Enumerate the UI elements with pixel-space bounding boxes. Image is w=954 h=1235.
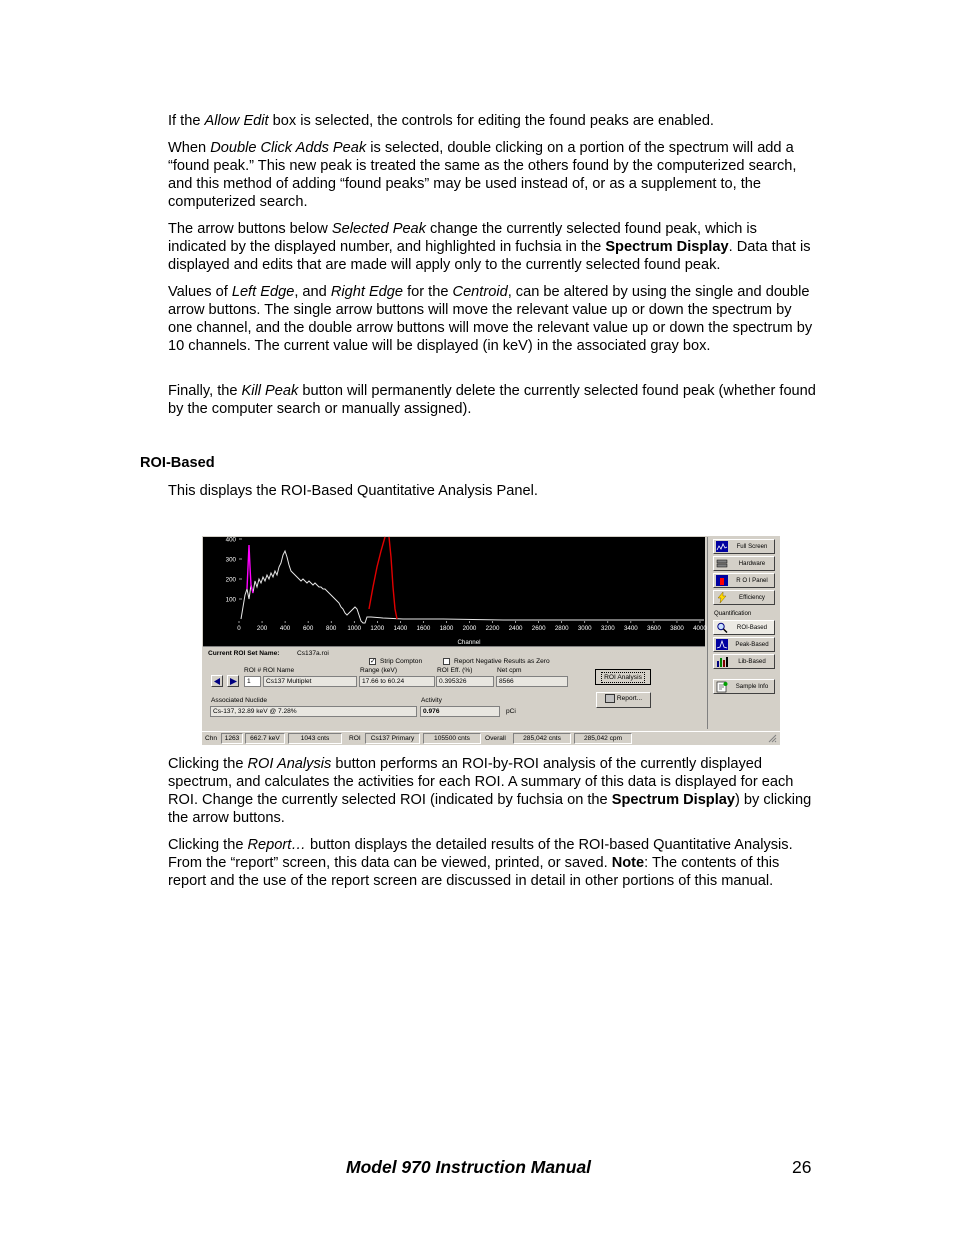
peak-based-button[interactable]: Peak-Based [713, 637, 775, 652]
spectrum-trace [241, 551, 704, 623]
x-tick-label: 1600 [416, 625, 431, 632]
selected-roi-fuchsia [247, 545, 253, 593]
x-tick-label: 600 [302, 625, 314, 632]
paragraph-double-click: When Double Click Adds Peak is selected, double clicking on a portion of the spectrum will add a “found peak.” This new peak is treated the same as the others found by the computerized search, and this method of adding “found peaks” may be used instead of, or as a supplement to, the computerized search. [168, 140, 797, 210]
status-cnts: 1043 cnts [288, 733, 342, 744]
resize-grip-icon[interactable] [768, 734, 777, 743]
arrow-left-icon [214, 678, 221, 685]
report-negative-checkbox[interactable] [443, 658, 450, 665]
spectrum-chart [203, 537, 705, 646]
x-tick-label: 400 [279, 625, 291, 632]
status-bar [202, 731, 780, 745]
status-overall-label: Overall [485, 735, 506, 742]
spectrum-icon [716, 541, 728, 552]
range-field: 17.66 to 60.24 [359, 676, 435, 687]
roi-number-field[interactable]: 1 [244, 676, 261, 687]
paragraph-kill-peak: Finally, the Kill Peak button will permanently delete the currently selected found peak (whether found by the computer search or manually assigned). [168, 383, 816, 417]
assoc-nuclide-field: Cs-137, 32.89 keV @ 7.28% [210, 706, 417, 717]
col-net-header: Net cpm [497, 667, 522, 674]
strip-compton-label: Strip Compton [380, 658, 423, 665]
paragraph-report: Clicking the Report… button displays the detailed results of the ROI-based Quantitative Analysis. From the “report” screen, this data can be viewed, printed, or saved. Note: The contents of this report and the use of the report screen are discussed in detail in other portions of this manual. [168, 837, 793, 889]
net-cpm-field: 8566 [496, 676, 568, 687]
y-tick-label: 400 [225, 536, 236, 544]
roi-eff-field: 0.395326 [436, 676, 494, 687]
y-tick-label: 300 [225, 556, 236, 564]
prev-roi-button[interactable] [211, 675, 223, 687]
lib-based-button[interactable]: Lib-Based [713, 654, 775, 669]
status-roi-label: ROI [349, 735, 361, 742]
activity-label: Activity [421, 697, 442, 704]
roi-panel-button[interactable]: R O I Panel [713, 573, 775, 588]
col-eff-header: ROI Eff. (%) [437, 667, 473, 674]
x-tick-label: 4000 [693, 625, 707, 632]
x-tick-label: 3200 [600, 625, 615, 632]
library-icon [716, 656, 728, 667]
report-negative-label: Report Negative Results as Zero [454, 658, 550, 665]
x-tick-label: 2200 [485, 625, 500, 632]
x-tick-label: 2000 [462, 625, 477, 632]
status-chn-label: Chn [205, 735, 218, 742]
x-tick-label: 1200 [370, 625, 385, 632]
hardware-icon [716, 558, 728, 569]
sample-info-button[interactable]: Sample Info [713, 679, 775, 694]
spectrum-display[interactable] [203, 537, 705, 646]
lightning-icon [716, 592, 728, 603]
x-tick-label: 2400 [508, 625, 523, 632]
sample-info-icon [716, 681, 728, 692]
col-roi-header: ROI # ROI Name [244, 667, 295, 674]
paragraph-roi-analysis: Clicking the ROI Analysis button performs an ROI-by-ROI analysis of the currently displayed spectrum, and calculates the activities for each ROI. A summary of this data is displayed for each ROI. Change the currently selected ROI (indicated by fuchsia on the Spectrum Display) by clicking the arrow buttons. [168, 756, 812, 826]
status-overall-cpm: 285,042 cpm [574, 733, 632, 744]
x-tick-label: 3600 [647, 625, 661, 632]
full-screen-button[interactable]: Full Screen [713, 539, 775, 554]
activity-unit: pCi [506, 708, 516, 715]
x-tick-label: 1000 [347, 625, 362, 632]
roi-set-value: Cs137a.roi [297, 650, 329, 657]
roi-based-button[interactable]: ROI-Based [713, 620, 775, 635]
roi-analysis-button[interactable]: ROI Analysis [595, 669, 651, 685]
assoc-nuclide-label: Associated Nuclide [211, 697, 268, 704]
paragraph-edges: Values of Left Edge, and Right Edge for the Centroid, can be altered by using the single and double arrow buttons. The single arrow buttons will move the relevant value up or down the spectrum by one channel, and the double arrow buttons will move the relevant value up or down the spectrum by 10 channels. The current value will be displayed (in keV) in the associated gray box. [168, 284, 813, 354]
roi-panel-icon [716, 575, 728, 586]
paragraph-allow-edit: If the Allow Edit box is selected, the controls for editing the found peaks are enabled. [168, 113, 714, 129]
magnifier-icon [716, 622, 728, 633]
strip-compton-checkbox[interactable]: ✓ [370, 658, 376, 665]
paragraph-roi-intro: This displays the ROI-Based Quantitative Analysis Panel. [168, 483, 538, 499]
status-roi-cnts: 105500 cnts [423, 733, 481, 744]
roi-set-label: Current ROI Set Name: [208, 650, 280, 657]
y-tick-label: 100 [225, 596, 236, 604]
paragraph-arrow-buttons: The arrow buttons below Selected Peak change the currently selected found peak, which is indicated by the displayed number, and highlighted in fuchsia in the Spectrum Display. Data that is displayed and edits that are made will apply only to the currently selected found peak. [168, 221, 811, 273]
roi-name-field[interactable]: Cs137 Multiplet [263, 676, 357, 687]
next-roi-button[interactable] [227, 675, 239, 687]
x-axis-label: Channel [457, 639, 481, 646]
arrow-right-icon [230, 678, 237, 685]
section-heading-roi-based: ROI-Based [140, 455, 215, 471]
x-tick-label: 200 [256, 625, 268, 632]
x-tick-label: 800 [326, 625, 337, 632]
report-button[interactable]: Report... [596, 692, 651, 708]
peak-icon [716, 639, 728, 650]
right-toolbar [707, 537, 780, 729]
x-tick-label: 3800 [670, 625, 684, 632]
x-tick-label: 3400 [623, 625, 638, 632]
status-roi-name: Cs137 Primary [365, 733, 420, 744]
col-range-header: Range (keV) [360, 667, 398, 674]
footer-manual-title: Model 970 Instruction Manual [346, 1157, 592, 1177]
x-tick-label: 0 [237, 625, 241, 632]
efficiency-button[interactable]: Efficiency [713, 590, 775, 605]
roi-red-peak [369, 537, 397, 619]
status-chn: 1263 [221, 733, 243, 744]
x-tick-label: 3000 [577, 625, 592, 632]
x-tick-label: 2600 [531, 625, 546, 632]
x-tick-label: 2800 [554, 625, 569, 632]
status-overall-cnts: 285,042 cnts [513, 733, 571, 744]
report-icon [605, 694, 615, 703]
roi-quant-panel [203, 646, 705, 731]
roi-panel-screenshot [202, 536, 780, 745]
quantification-label: Quantification [714, 610, 752, 617]
status-kev: 662.7 keV [245, 733, 285, 744]
x-tick-label: 1800 [439, 625, 454, 632]
hardware-button[interactable]: Hardware [713, 556, 775, 571]
y-tick-label: 200 [225, 576, 236, 584]
page-number: 26 [792, 1157, 812, 1177]
activity-field: 0.976 [420, 706, 500, 717]
x-tick-label: 1400 [393, 625, 408, 632]
